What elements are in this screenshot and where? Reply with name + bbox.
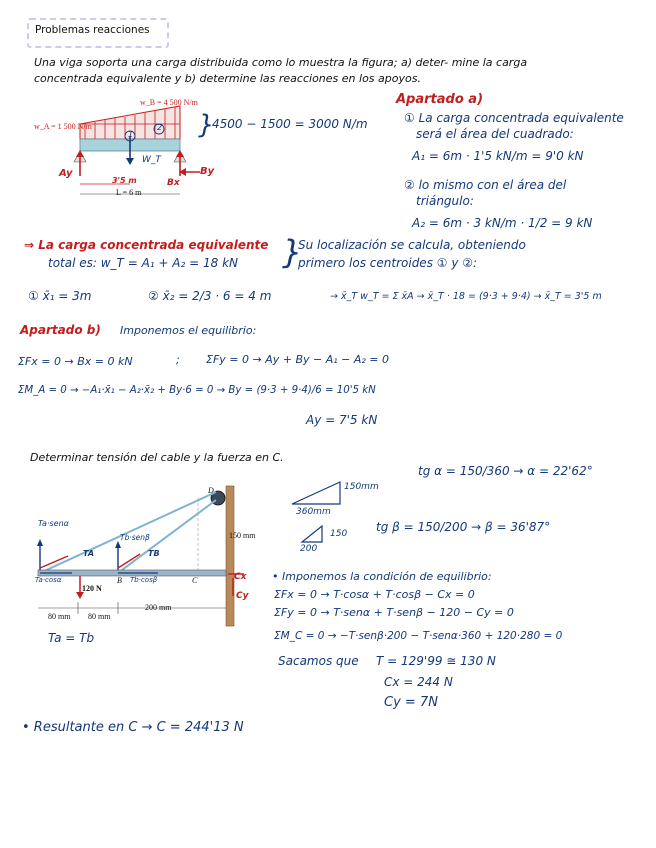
condition-fx: ΣFx = 0 → T·cosα + T·cosβ − Cx = 0	[274, 588, 475, 601]
problem2-statement: Determinar tensión del cable y la fuerza en C.	[30, 451, 284, 464]
tg-alpha: tg α = 150/360 → α = 22'62°	[418, 464, 593, 478]
page-title: Problemas reacciones	[35, 24, 150, 36]
ta-cos-label: Ta·cosα	[35, 576, 62, 584]
by-label: By	[200, 166, 215, 177]
cy-label: Cy	[236, 591, 249, 601]
centroid-result: → x̄_T w_T = Σ x̄A → x̄_T · 18 = (9·3 + 9·4) → x̄_T = 3'5 m	[330, 291, 602, 302]
triangle2-base: 200	[300, 544, 318, 554]
b-intro: Imponemos el equilibrio:	[120, 324, 257, 337]
side-equation: 4500 − 1500 = 3000 N/m	[212, 117, 368, 131]
cx-label: Cx	[234, 572, 247, 582]
total-line2: total es: w_T = A₁ + A₂ = 18 kN	[48, 256, 238, 270]
equation-fy: ΣFy = 0 → Ay + By − A₁ − A₂ = 0	[206, 353, 390, 366]
semicolon: ;	[176, 353, 180, 366]
point-c-label: C	[192, 576, 198, 585]
ta-sin-arrowhead	[37, 539, 43, 546]
triangle1-base: 360mm	[296, 507, 331, 517]
location-line2: primero los centroides ① y ②:	[298, 256, 478, 270]
brace: }	[198, 110, 215, 140]
centroid-1: ① x̄₁ = 3m	[28, 289, 92, 303]
result-t: T = 129'99 ≅ 130 N	[376, 654, 496, 668]
tg-beta: tg β = 150/200 → β = 36'87°	[376, 520, 551, 534]
a2-equation: A₂ = 6m · 3 kN/m · 1/2 = 9 kN	[412, 216, 593, 230]
dim-200-label: 200 mm	[145, 603, 172, 612]
a1-line2: será el área del cuadrado:	[416, 127, 574, 141]
ta-equals-tb: Ta = Tb	[48, 631, 95, 645]
result-cx: Cx = 244 N	[384, 675, 453, 689]
triangle2-height: 150	[330, 529, 348, 539]
result-cy: Cy = 7N	[384, 695, 438, 710]
a1-line1: ① La carga concentrada equivalente	[404, 111, 624, 125]
wt-label: W_T	[142, 155, 161, 165]
l-dim-label: L = 6 m	[116, 188, 142, 197]
tb-sin-arrowhead	[115, 541, 121, 548]
load-arrowhead	[76, 592, 84, 599]
triangle-beta	[302, 526, 322, 542]
triangle1-height: 150mm	[344, 482, 379, 492]
dim-150-label: 150 mm	[229, 531, 256, 540]
triangle-alpha	[292, 482, 340, 504]
tb-sin-label: Tb·senβ	[120, 533, 150, 542]
region2-label: 2	[157, 123, 163, 132]
load-label: 120 N	[82, 584, 102, 593]
wa-label: w_A = 1 500 N/m	[34, 122, 92, 131]
centroid-2: ② x̄₂ = 2/3 · 6 = 4 m	[148, 289, 272, 303]
region1-label: 1	[128, 130, 134, 139]
equation-ay: Ay = 7'5 kN	[306, 413, 378, 427]
ta-label: TA	[83, 549, 95, 558]
brace-2: }	[282, 233, 303, 271]
condition-mc: ΣM_C = 0 → −T·senβ·200 − T·senα·360 + 120·280 = 0	[274, 630, 563, 642]
equation-fx: ΣFx = 0 → Bx = 0 kN	[18, 355, 133, 368]
tb-label: TB	[148, 549, 160, 558]
location-line1: Su localización se calcula, obteniendo	[298, 238, 526, 252]
apartado-a-heading: Apartado a)	[396, 92, 484, 107]
bx-label: Bx	[167, 178, 180, 188]
a2-line1: ② lo mismo con el área del	[404, 178, 567, 192]
dim-80b-label: 80 mm	[88, 612, 111, 621]
apartado-b-heading: Apartado b)	[20, 323, 101, 337]
total-line1: ⇒ La carga concentrada equivalente	[24, 238, 269, 252]
equation-ma: ΣM_A = 0 → −A₁·x̄₁ − A₂·x̄₂ + By·6 = 0 → By = (9·3 + 9·4)/6 = 10'5 kN	[18, 385, 376, 396]
condition-fy: ΣFy = 0 → T·senα + T·senβ − 120 − Cy = 0	[274, 606, 514, 619]
resultante-line: • Resultante en C → C = 244'13 N	[22, 720, 244, 735]
sacamos-label: Sacamos que	[278, 654, 359, 668]
ta-sin-label: Ta·senα	[38, 519, 69, 528]
a1-equation: A₁ = 6m · 1'5 kN/m = 9'0 kN	[412, 149, 584, 163]
conditions-title: • Imponemos la condición de equilibrio:	[272, 570, 492, 583]
tb-cos-label: Tb·cosβ	[130, 576, 158, 584]
point-d-label: D	[208, 486, 214, 495]
xt-dim-label: 3'5 m	[112, 176, 137, 185]
a2-line2: triángulo:	[416, 194, 474, 208]
problem1-statement-line1: Una viga soporta una carga distribuida como lo muestra la figura; a) deter- mine la carga	[34, 56, 528, 69]
problem1-statement-line2: concentrada equivalente y b) determine las reacciones en los apoyos.	[34, 72, 421, 85]
ay-label: Ay	[59, 168, 73, 179]
angle-triangles	[288, 478, 348, 558]
wt-arrowhead	[126, 158, 134, 165]
wb-label: w_B = 4 500 N/m	[140, 98, 198, 107]
point-b-label: B	[117, 576, 122, 585]
dim-80a-label: 80 mm	[48, 612, 71, 621]
wall	[226, 486, 234, 626]
